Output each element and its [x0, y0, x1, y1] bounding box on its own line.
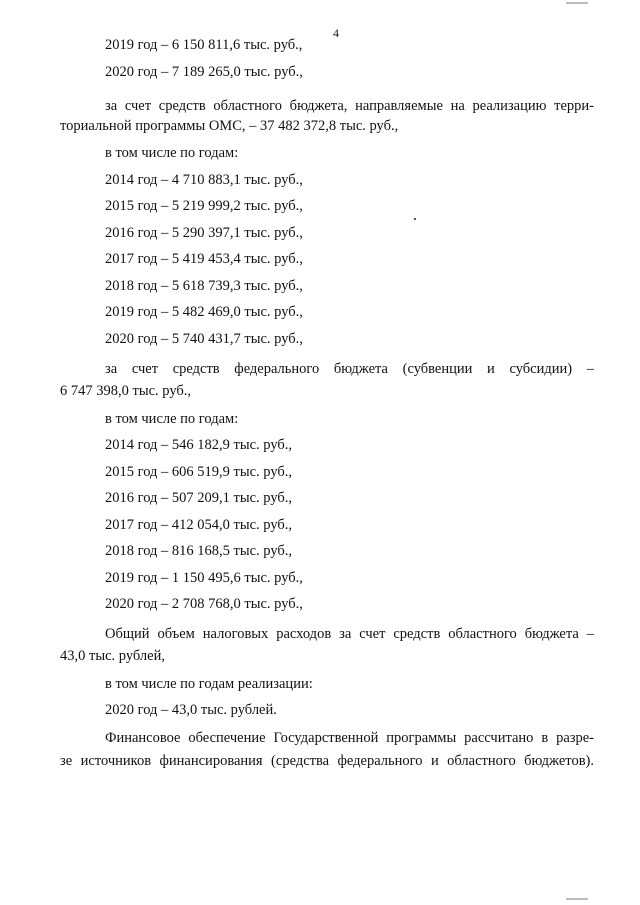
text-line: в том числе по годам реализации: — [105, 676, 313, 692]
text-line: за счет средств областного бюджета, направляемые на реализацию терри- — [105, 98, 594, 114]
scan-mark — [566, 2, 588, 4]
text-line: 2017 год – 412 054,0 тыс. руб., — [105, 517, 293, 533]
text-line: в том числе по годам: — [105, 145, 239, 161]
text-line: 2019 год – 6 150 811,6 тыс. руб., — [105, 37, 303, 53]
text-line: 2019 год – 5 482 469,0 тыс. руб., — [105, 304, 303, 320]
scan-mark — [566, 898, 588, 900]
text-line: Финансовое обеспечение Государственной программы рассчитано в разре- — [105, 730, 594, 746]
text-line: 2015 год – 606 519,9 тыс. руб., — [105, 464, 293, 480]
text-line: за счет средств федерального бюджета (субвенции и субсидии) – — [105, 361, 594, 377]
text-line: зе источников финансирования (средства федерального и областного бюджетов). — [60, 753, 594, 769]
text-line: 2014 год – 4 710 883,1 тыс. руб., — [105, 172, 303, 188]
text-line: ториальной программы ОМС, – 37 482 372,8 тыс. руб., — [60, 118, 399, 134]
text-line: в том числе по годам: — [105, 411, 239, 427]
text-line: 2018 год – 5 618 739,3 тыс. руб., — [105, 278, 303, 294]
text-line: 2016 год – 507 209,1 тыс. руб., — [105, 490, 293, 506]
text-line: 2017 год – 5 419 453,4 тыс. руб., — [105, 251, 303, 267]
text-line: 2018 год – 816 168,5 тыс. руб., — [105, 543, 293, 559]
text-line: 2016 год – 5 290 397,1 тыс. руб., — [105, 225, 303, 241]
scan-speck — [414, 218, 416, 220]
text-line: 6 747 398,0 тыс. руб., — [60, 383, 192, 399]
text-line: 43,0 тыс. рублей, — [60, 648, 165, 664]
text-line: 2020 год – 43,0 тыс. рублей. — [105, 702, 277, 718]
text-line: 2020 год – 7 189 265,0 тыс. руб., — [105, 64, 303, 80]
text-line: 2014 год – 546 182,9 тыс. руб., — [105, 437, 293, 453]
page-number: 4 — [333, 26, 339, 40]
text-line: 2019 год – 1 150 495,6 тыс. руб., — [105, 570, 303, 586]
text-line: 2020 год – 5 740 431,7 тыс. руб., — [105, 331, 303, 347]
text-line: 2020 год – 2 708 768,0 тыс. руб., — [105, 596, 303, 612]
text-line: Общий объем налоговых расходов за счет средств областного бюджета – — [105, 626, 594, 642]
text-line: 2015 год – 5 219 999,2 тыс. руб., — [105, 198, 303, 214]
